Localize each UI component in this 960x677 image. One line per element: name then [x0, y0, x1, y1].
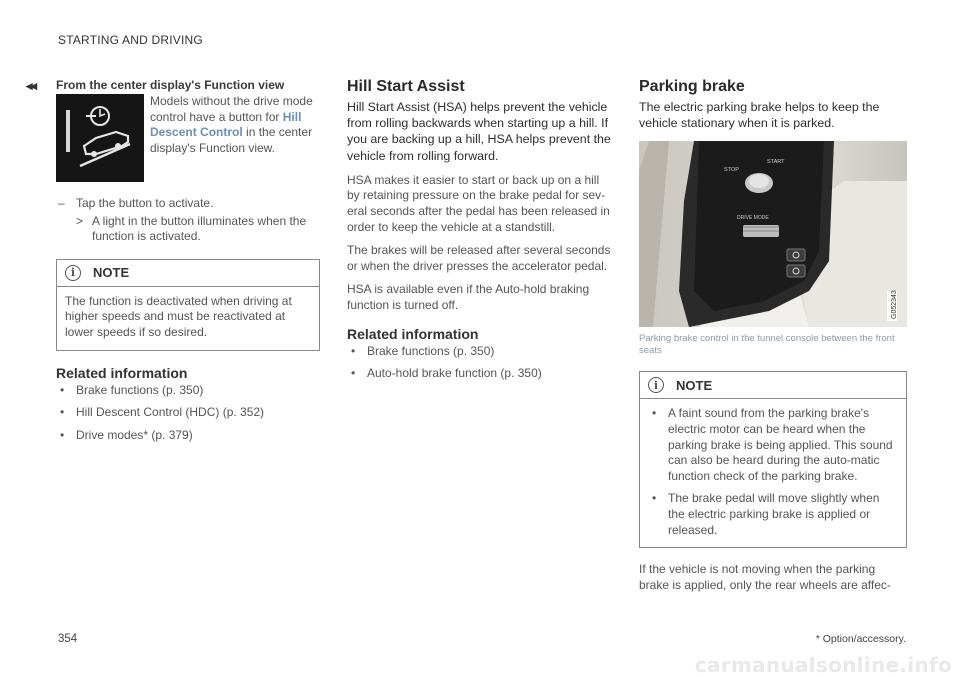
related-link-item[interactable] [347, 366, 612, 382]
note-box-parking-brake [639, 371, 907, 548]
continuation-marker-icon: ◂◂ [26, 78, 36, 93]
note-body [640, 399, 906, 547]
page-number: 354 [58, 633, 78, 645]
related-link-item[interactable] [56, 428, 320, 444]
related-link-text[interactable]: Drive modes* (p. 379) [76, 427, 193, 442]
parking-brake-photo [639, 141, 907, 327]
bullet-icon: • [351, 343, 356, 358]
hill-descent-control-link[interactable]: Hill Descent Control [150, 109, 302, 140]
note-list [648, 406, 898, 538]
note-header [57, 260, 319, 287]
note-header [640, 372, 906, 399]
note-item-text: The brake pedal will move slightly when the electric parking brake is applied or released. [668, 491, 880, 537]
column-2 [347, 78, 612, 389]
footnote: * Option/accessory. [815, 633, 906, 645]
tunnel-console-illustration [639, 141, 907, 327]
related-info-heading: Related information [347, 325, 479, 342]
step-text: Tap the button to activate. [76, 196, 214, 210]
column-1 [56, 78, 320, 450]
watermark: carmanualsonline.info [694, 653, 952, 677]
related-info-heading: Related information [56, 364, 188, 381]
info-icon: i [65, 265, 81, 281]
bullet-icon: • [652, 406, 657, 421]
related-link-text[interactable]: Brake functions (p. 350) [367, 343, 495, 358]
note-title: NOTE [676, 377, 713, 393]
subheading-function-view: From the center display's Function view [56, 78, 285, 92]
note-box-hdc [56, 259, 320, 351]
related-info-list [347, 344, 612, 382]
hsa-paragraph: HSA makes it easier to start or back up on a hill by retaining pressure on the brake pedal for sev-eral seconds after the pedal has been released in order to keep the vehicle at a standstill. [347, 172, 610, 234]
note-list-item [648, 491, 898, 538]
bullet-icon: • [60, 382, 65, 397]
info-icon: i [648, 377, 664, 393]
hill-start-assist-heading: Hill Start Assist [347, 78, 465, 95]
hsa-lead-paragraph: Hill Start Assist (HSA) helps prevent the vehicle from rolling backwards when starting up a hill. If you are backing up a hill, HSA helps prevent the vehicle from rolling forward. [347, 100, 611, 163]
related-link-item[interactable] [56, 383, 320, 399]
drive-mode-label: DRIVE MODE [737, 215, 769, 222]
intro-text-after: in the center display's Function view. [150, 125, 313, 155]
photo-caption: Parking brake control in the tunnel console between the front seats [639, 333, 895, 357]
photo-code: G052343 [891, 290, 898, 320]
step-result [56, 214, 320, 245]
related-link-text[interactable]: Hill Descent Control (HDC) (p. 352) [76, 405, 265, 420]
bullet-icon: • [351, 366, 356, 381]
result-arrow: > [76, 213, 84, 228]
parking-brake-trailing-text: If the vehicle is not moving when the parking brake is applied, only the rear wheels are affec- [639, 562, 891, 592]
column-3 [639, 78, 907, 601]
hdc-button-image [56, 94, 144, 182]
note-body: The function is deactivated when driving at higher speeds and must be reactivated at lower speeds if so desired. [65, 293, 292, 339]
result-text: A light in the button illuminates when the function is activated. [92, 213, 307, 244]
intro-text-before: Models without the drive mode control have a button for [150, 94, 313, 124]
hsa-paragraph: The brakes will be released after several seconds or when the driver presses the accelerator pedal. [347, 243, 611, 273]
running-head: STARTING AND DRIVING [58, 33, 203, 47]
related-link-item[interactable] [56, 405, 320, 421]
related-link-item[interactable] [347, 344, 612, 360]
note-item-text: A faint sound from the parking brake's electric motor can be heard when the parking brake is being applied. This sound can also be heard during the auto-matic function check of the parking brake. [668, 406, 893, 483]
bullet-icon: • [60, 427, 65, 442]
parking-brake-heading: Parking brake [639, 78, 745, 95]
step-dash: – [58, 196, 65, 210]
hdc-intro-text [144, 94, 320, 182]
note-list-item [648, 406, 898, 484]
step-tap-button [56, 196, 320, 212]
start-label: START [767, 159, 785, 166]
related-info-list [56, 383, 320, 444]
hsa-paragraph: HSA is available even if the Auto-hold braking function is turned off. [347, 282, 590, 312]
related-link-text[interactable]: Auto-hold brake function (p. 350) [367, 366, 542, 381]
note-title: NOTE [93, 265, 130, 281]
parking-brake-lead: The electric parking brake helps to keep the vehicle stationary when it is parked. [639, 100, 880, 131]
hill-descent-icon [56, 94, 144, 182]
hdc-button-illustration-row [56, 94, 320, 182]
bullet-icon: • [652, 491, 657, 506]
stop-label: STOP [724, 167, 739, 174]
bullet-icon: • [60, 405, 65, 420]
related-link-text[interactable]: Brake functions (p. 350) [76, 382, 204, 397]
